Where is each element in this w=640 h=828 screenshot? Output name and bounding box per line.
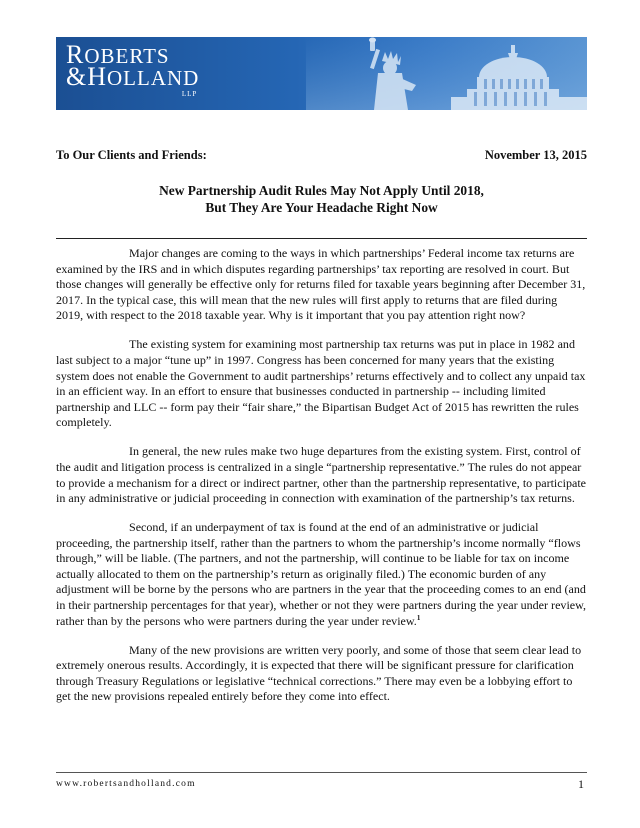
title-divider [56, 238, 587, 239]
document-title [56, 182, 587, 216]
logo-initial-h: &H [66, 62, 107, 91]
page-number: 1 [578, 777, 584, 791]
title-line-2: But They Are Your Headache Right Now [205, 200, 438, 215]
firm-logo [66, 40, 200, 98]
paragraph-1: Major changes are coming to the ways in which partnerships’ Federal income tax returns are examined by the IRS and in which disputes regarding partnerships’ tax reporting are resolved in court. But those changes will generally be effective only for returns filed for taxable years beginning after December 31, 2017. In the typical case, this will mean that the new rules will first apply to returns that are filed during 2019, with respect to the 2018 taxable year. Why is it important that you pay attention right now? [56, 246, 586, 323]
logo-text-roberts: OBERTS [84, 44, 170, 68]
title-line-1: New Partnership Audit Rules May Not Apply Until 2018, [159, 183, 484, 198]
footer-divider [56, 772, 587, 773]
paragraph-5: Many of the new provisions are written very poorly, and some of those that seem clear lead to extremely onerous results. Accordingly, it is expected that there will be significant pressure for clarification through Treasury Regulations or legislative “technical corrections.” There may even be a lobbying effort to get the new provisions repealed entirely before they come into effect. [56, 642, 582, 704]
paragraph-4-text: Second, if an underpayment of tax is found at the end of an administrative or judicial proceeding, the partnership itself, rather than the partners to whom the partnership’s income normally “flows through,” will be liable. (The partners, and not the partnership, will continue to be liable for tax on income actually allocated to them on the partnership’s return as originally filed.) The economic burden of any adjustment will be borne by the persons who are partners in the year that the proceeding comes to an end (and in their partnership percentages for that year), whether or not they were partners during the year under review, rather than by the persons who were partners during the year under review. [56, 520, 587, 628]
footer-website-link[interactable]: www.robertsandholland.com [56, 779, 196, 789]
logo-text-holland: OLLAND [107, 66, 200, 90]
footnote-marker[interactable]: 1 [416, 613, 421, 622]
paragraph-2: The existing system for examining most partnership tax returns was put in place in 1982 and last subject to a major “tune up” in 1997. Congress has been concerned for many years that the existing system does not enable the Government to audit partnerships’ returns effectively and to collect any unpaid tax in an efficient way. In an effort to ensure that businesses conducted in partnership -- including limited partnership and LLC -- form pay their “fair share,” the Bipartisan Budget Act of 2015 has rewritten the rules completely. [56, 337, 586, 430]
salutation: To Our Clients and Friends: [56, 148, 207, 162]
logo-llp: LLP [181, 90, 198, 98]
letter-body [56, 246, 587, 718]
paragraph-3: In general, the new rules make two huge departures from the existing system. First, control of the audit and litigation process is centralized in a single “partnership representative.” The rules do not appear to provide a mechanism for a direct or indirect partner, other than the partnership representative, to participate in any administrative or judicial proceeding in connection with examination of the partnership’s tax returns. [56, 444, 587, 506]
letter-date: November 13, 2015 [484, 148, 587, 162]
header-banner [56, 37, 587, 110]
logo-initial-r: R [66, 40, 85, 69]
paragraph-4 [56, 520, 587, 629]
logo-line-2 [66, 62, 200, 91]
